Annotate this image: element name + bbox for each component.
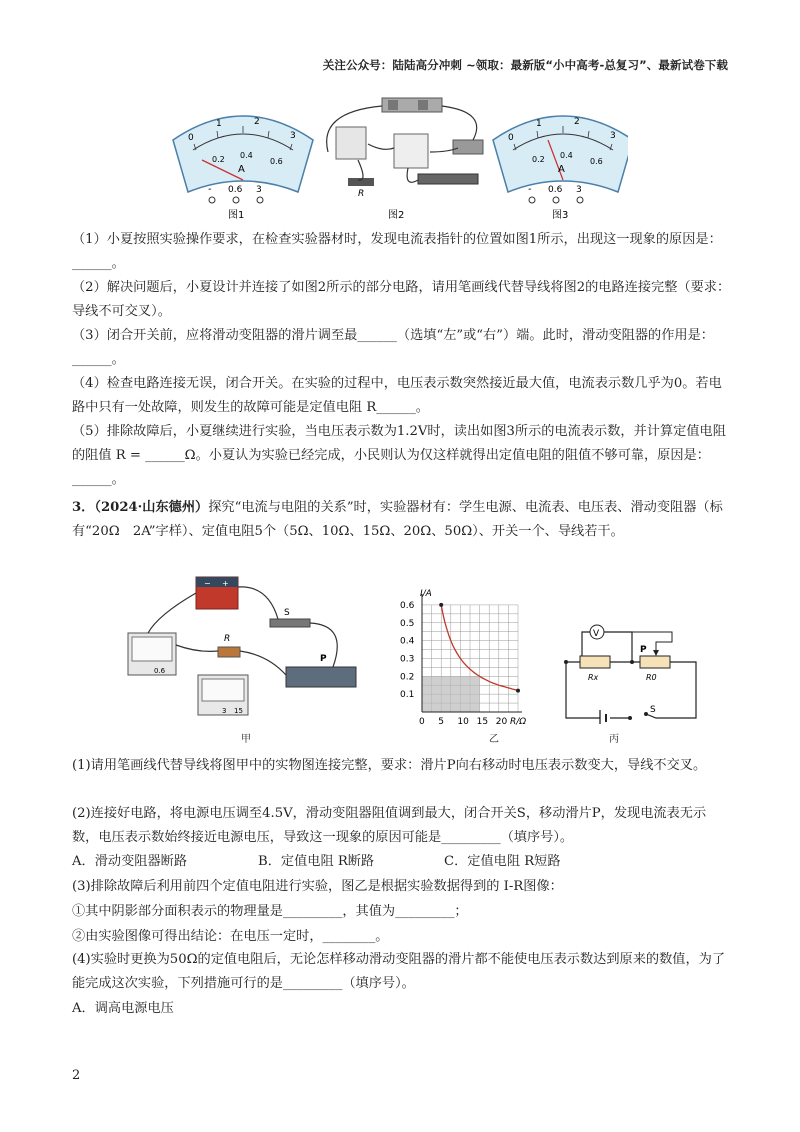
svg-text:0.6: 0.6 [228,185,243,195]
q3-intro-text: 探究“电流与电阻的关系”时，实验器材有：学生电源、电流表、电压表、滑动变阻器（标有“20Ω 2A”字样）、定值电阻5个（5Ω、10Ω、15Ω、20Ω、50Ω）、开关一个、导线若干。 [72,500,723,539]
svg-text:−: − [204,579,211,588]
fig2-caption: 图2 [388,210,405,221]
svg-text:0: 0 [188,133,194,143]
q2-part4: （4）检查电路连接无误，闭合开关。在实验的过程中，电压表示数突然接近最大值，电流表示数几乎为0。若电路中只有一处故障，则发生的故障可能是定值电阻 R______。 [72,376,722,415]
x-tick-label: 0 [419,717,425,727]
svg-text:0.4: 0.4 [560,151,573,160]
svg-text:15: 15 [234,707,243,715]
svg-text:0.6: 0.6 [590,157,603,166]
y-tick-label: 0.5 [400,618,415,629]
svg-text:S: S [650,705,656,715]
svg-text:1: 1 [536,119,542,129]
q3-part3a: ①其中阴影部分面积表示的物理量是_________，其值为_________； [72,904,468,919]
q3-part3b: ②由实验图像可得出结论：在电压一定时，________。 [72,929,389,944]
q3-intro [72,496,732,544]
svg-text:A: A [238,164,245,175]
figure-bing [560,612,700,724]
svg-text:R: R [358,189,365,199]
svg-text:S: S [284,608,290,618]
q3-part1: (1)请用笔画线代替导线将图甲中的实物图连接完整，要求：滑片P向右移动时电压表示数变大，导线不交叉。 [72,758,707,773]
q3-part4a: A．调高电源电压 [72,1001,174,1016]
q2-part3: （3）闭合开关前，应将滑动变阻器的滑片调至最______（选填“左”或“右”）端。此时，滑动变阻器的作用是：______。 [72,328,714,367]
svg-text:3: 3 [610,131,616,141]
y-tick-label: 0.4 [400,636,415,647]
svg-text:P: P [640,645,647,655]
svg-text:3: 3 [222,707,227,715]
top-figures [168,92,628,222]
svg-text:0.6: 0.6 [154,667,166,675]
chart-x-label: R/Ω [510,717,527,727]
y-tick-label: 0.3 [400,654,415,665]
x-tick-label: 20 [495,717,508,727]
svg-text:0.6: 0.6 [270,157,283,166]
svg-text:P: P [320,654,327,664]
svg-text:V: V [593,629,600,639]
svg-text:0.6: 0.6 [548,185,563,195]
svg-text:R0: R0 [646,673,657,682]
chart-shaded-area [422,676,480,712]
option-a: A．滑动变阻器断路 [72,854,188,869]
caption-bing: 丙 [609,734,619,745]
q2-part2: （2）解决问题后，小夏设计并连接了如图2所示的部分电路，请用笔画线代替导线将图2的电路连接完整（要求：导线不可交叉）。 [72,280,731,319]
fig3-caption: 图3 [552,210,569,221]
q3-part2: (2)连接好电路，将电源电压调至4.5V，滑动变阻器阻值调到最大，闭合开关S，移动滑片P，发现电流表无示数，电压表示数始终接近电源电压，导致这一现象的原因可能是_________（填序号）。 [72,806,707,845]
svg-text:Rx: Rx [588,673,599,682]
svg-text:+: + [222,579,229,588]
svg-text:3: 3 [256,185,262,195]
q3-source: （2024·山东德州） [94,500,209,515]
x-tick-label: 5 [438,717,444,727]
svg-text:3: 3 [576,185,582,195]
q2-part5: （5）排除故障后，小夏继续进行实验，当电压表示数为1.2V时，读出如图3所示的电流表示数，并计算定值电阻的阻值 R = ______Ω。小夏认为实验已经完成，小民则认为仅这样就得出定值电阻的阻值不够可靠，原因是：______。 [72,424,726,487]
svg-text:1: 1 [216,119,222,129]
svg-text:R: R [224,634,231,644]
x-tick-label: 10 [457,717,469,727]
svg-text:A: A [558,164,565,175]
svg-text:2: 2 [574,117,580,127]
svg-text:-: - [208,184,212,195]
svg-text:3: 3 [290,131,296,141]
chart-y-label: I/A [420,589,432,599]
q3-options [72,851,732,873]
fig3-ammeter [493,116,628,203]
caption-yi: 乙 [489,734,499,745]
svg-text:0.2: 0.2 [532,155,545,164]
q3-part3: (3)排除故障后利用前四个定值电阻进行实验，图乙是根据实验数据得到的 I-R图像： [72,879,563,894]
y-tick-label: 0.6 [400,600,415,611]
svg-text:2: 2 [254,117,260,127]
fig2-circuit [327,98,483,199]
fig1-caption: 图1 [228,210,245,221]
x-tick-label: 15 [476,717,489,727]
figure-yi-chart [396,588,536,728]
page-number: 2 [72,1068,81,1083]
q3-part4: (4)实验时更换为50Ω的定值电阻后，无论怎样移动滑动变阻器的滑片都不能使电压表示数达到原来的数值，为了能完成这次实验，下列措施可行的是_________（填序号）。 [72,952,726,991]
figure-jia [118,575,358,725]
data-point [439,603,443,607]
caption-jia: 甲 [241,734,251,745]
svg-text:0.4: 0.4 [240,151,253,160]
q2-part1: （1）小夏按照实验操作要求，在检查实验器材时，发现电流表指针的位置如图1所示，出现这一现象的原因是：______。 [72,232,722,271]
y-tick-label: 0.1 [400,690,415,701]
svg-text:-: - [528,184,532,195]
data-point [516,689,520,693]
y-tick-label: 0.2 [400,672,415,683]
option-b: B．定值电阻 R断路 [258,854,375,869]
svg-text:0.2: 0.2 [212,155,225,164]
page-header: 关注公众号：陆陆高分冲刺 ~领取：最新版“小中高考-总复习”、最新试卷下载 [322,58,728,72]
svg-text:0: 0 [508,133,514,143]
fig1-ammeter [173,116,313,203]
q3-number: 3． [72,500,95,515]
option-c: C．定值电阻 R短路 [444,854,561,869]
